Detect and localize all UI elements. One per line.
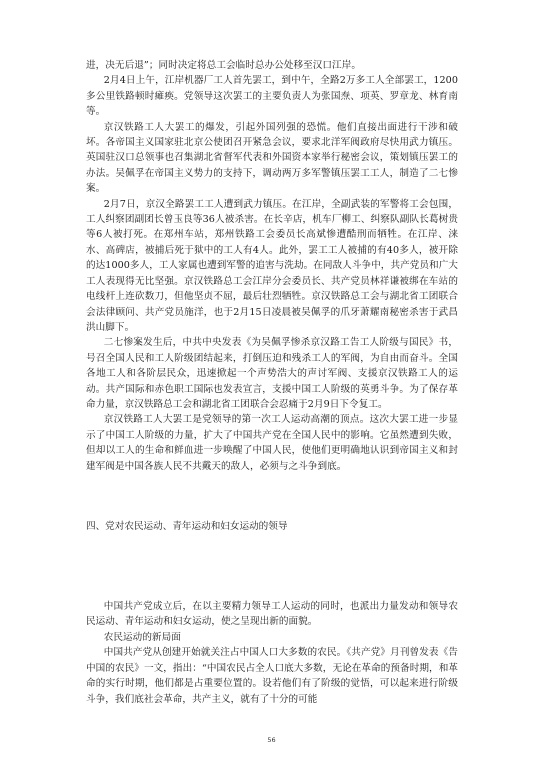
paragraph: 2月7日，京汉全路罢工工人遭到武力镇压。在江岸，全副武装的军警将工会包围，工人纠察团副团长曾玉良等36人被杀害。在长辛店，机车厂柳工、纠察队副队长葛树贵等6人被打死。在郑州车站，郑州铁路工会委员长高斌惨遭酷刑而牺牲。在江岸、涞水、高碑店，被捕后死于狱中的工人有4人。此外，罢工工人被捕的有40多人，被开除的达1000多人，工人家属也遭到军警的追害与洗劫。在同敌人斗争中，共产党员和广大工人表现得无比坚强。京汉铁路总工会江岸分会委员长、共产党员林祥谦被绑在车站的电线杆上连砍数刀，但他坚贞不屈，最后壮烈牺牲。京汉铁路总工会与湖北省工团联合会法律顾问、共产党员施洋，也于2月15日凌晨被吴佩孚的爪牙萧耀南秘密杀害于武昌洪山脚下。 xyxy=(86,198,458,333)
paragraph: 中国共产党从创建开始就关注占中国人口大多数的农民。《共产党》月刊曾发表《告中国的农民》一文，指出：“中国农民占全人口底大多数，无论在革命的预备时期，和革命的实行时期，他们都是占重要位置的。设若他们有了阶级的觉悟，可以起来进行阶级斗争，我们底社会革命，共产主义，就有了十分的可能 xyxy=(86,647,458,705)
paragraph: 京汉铁路工人大罢工是党领导的第一次工人运动高潮的顶点。这次大罢工进一步显示了中国工人阶级的力量，扩大了中国共产党在全国人民中的影响。它虽然遭到失败，但却以工人的生命和鲜血进一步唤醒了中国人民，使他们更明确地认识到帝国主义和封建军阀是中国各族人民不共戴天的敌人，必须与之斗争到底。 xyxy=(86,414,458,472)
body-text-top xyxy=(86,58,458,474)
subheading: 农民运动的新局面 xyxy=(103,632,181,643)
paragraph: 2月4日上午，江岸机器厂工人首先罢工，到中午，全路2万多工人全部罢工，1200多公里铁路顿时瘫痪。党领导这次罢工的主要负责人为张国焘、项英、罗章龙、林育南等。 xyxy=(86,75,458,118)
paragraph: 二七惨案发生后，中共中央发表《为吴佩孚惨杀京汉路工告工人阶级与国民》书，号召全国人民和工人阶级团结起来，打倒压迫和残杀工人的军阀，为自由而奋斗。全国各地工人和各阶层民众，迅速掀起一个声势浩大的声讨军阀、支援京汉铁路工人的运动。共产国际和赤色职工国际也发表宣言，支援中国工人阶级的英勇斗争。为了保存革命力量，京汉铁路总工会和湖北省工团联合会忍痛于2月9日下令复工。 xyxy=(86,337,458,410)
body-text-bottom xyxy=(86,630,458,707)
body-text-section-intro xyxy=(86,599,458,630)
paragraph: 进，决无后退”；同时决定将总工会临时总办公处移至汉口江岸。 xyxy=(86,60,361,71)
paragraph: 中国共产党成立后，在以主要精力领导工人运动的同时，也派出力量发动和领导农民运动、青年运动和妇女运动，使之呈现出新的面貌。 xyxy=(86,601,458,628)
section-heading: 四、党对农民运动、青年运动和妇女运动的领导 xyxy=(86,521,288,532)
paragraph: 京汉铁路工人大罢工的爆发，引起外国列强的恐慌。他们直接出面进行干涉和破坏。各帝国主义国家驻北京公使团召开紧急会议，要求北洋军阀政府尽快用武力镇压。英国驻汉口总领事也召集湖北省督军代表和外国资本家举行秘密会议，策划镇压罢工的办法。吴佩孚在帝国主义势力的支持下，调动两万多军警镇压罢工工人，制造了二七惨案。 xyxy=(86,121,458,195)
page-number: 56 xyxy=(267,736,276,744)
